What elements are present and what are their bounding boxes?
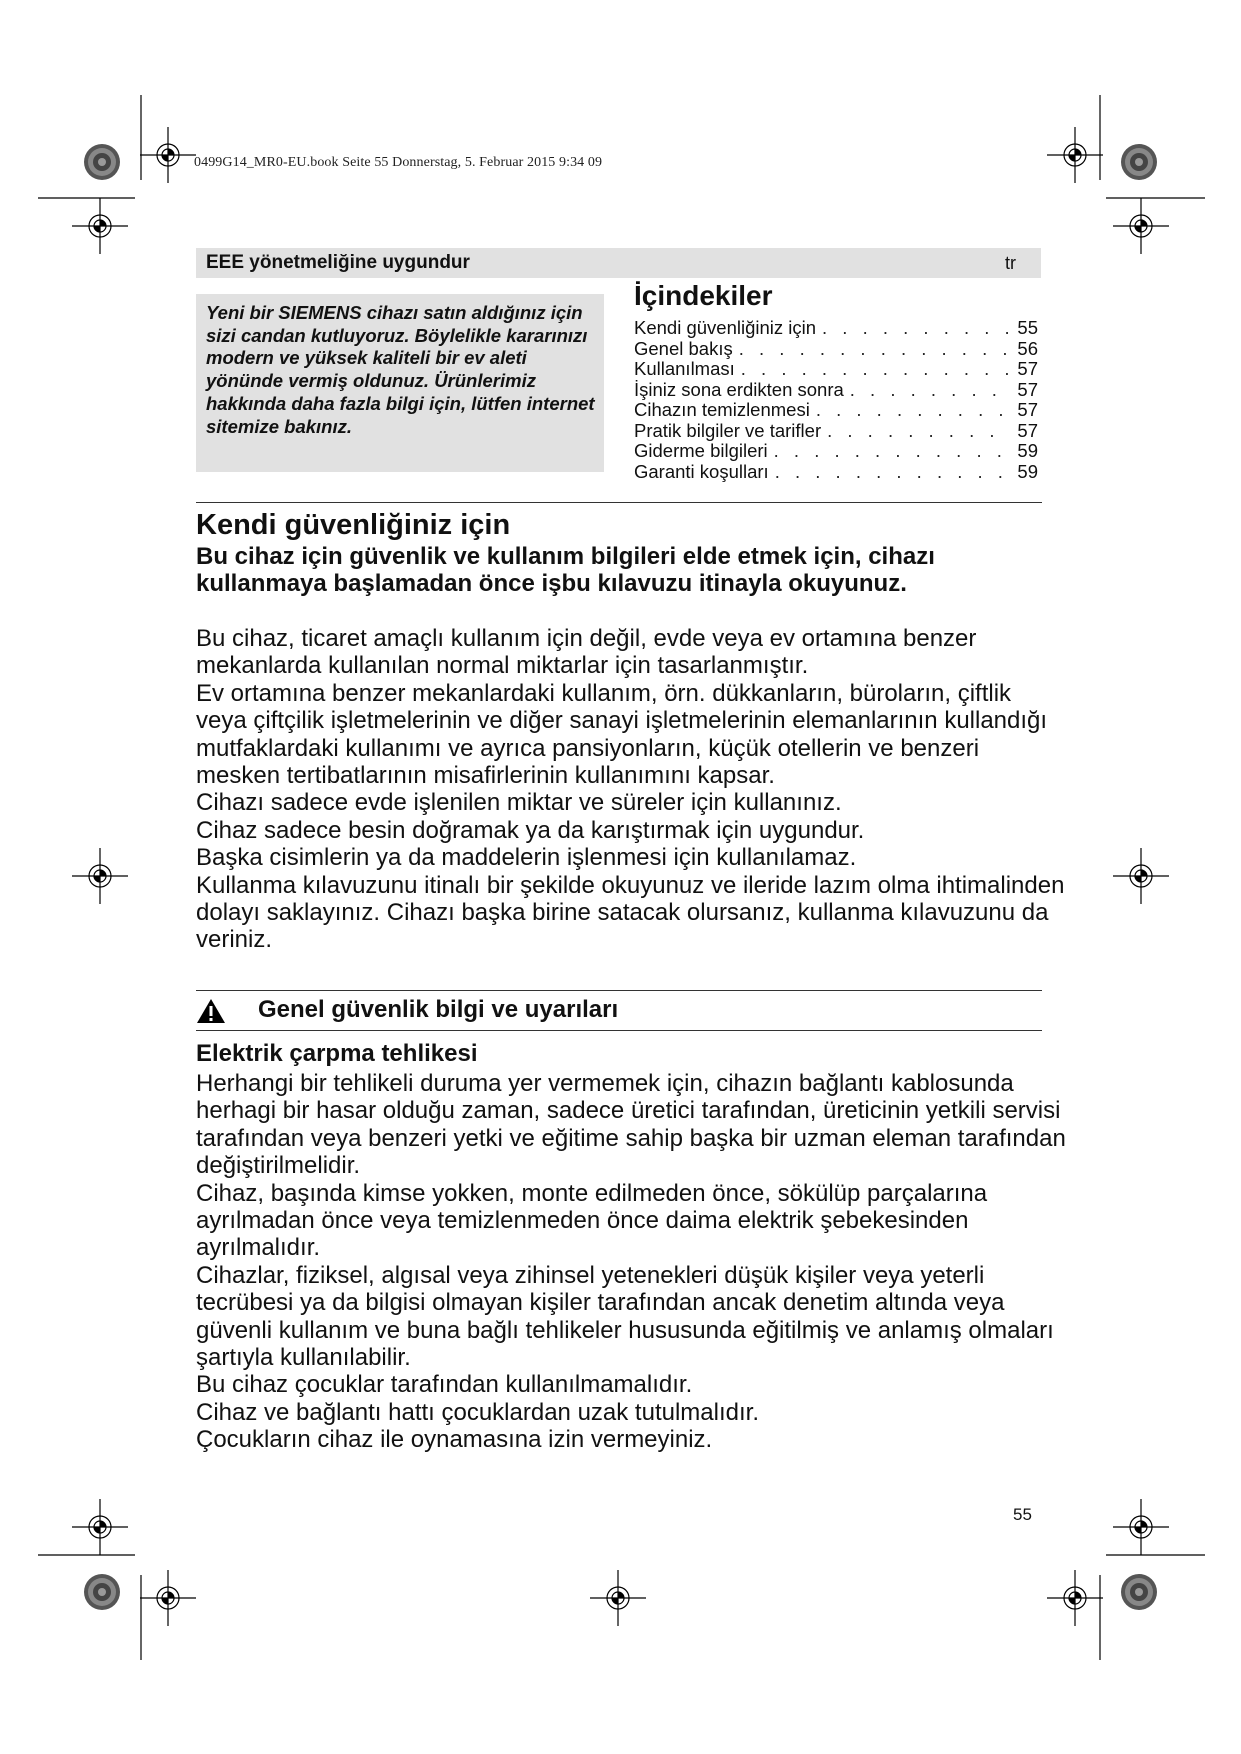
paragraph: Çocukların cihaz ile oynamasına izin vermeyiniz.	[196, 1426, 713, 1454]
toc-item[interactable]: Kullanılması . . . 57	[634, 359, 1038, 380]
divider	[196, 1030, 1042, 1031]
header-title: EEE yönetmeliğine uygundur	[206, 252, 470, 273]
section-title: Kendi güvenliğiniz için	[196, 509, 511, 541]
toc-item[interactable]: Pratik bilgiler ve tarifler . . . 57	[634, 421, 1038, 442]
toc-item[interactable]: İşiniz sona erdikten sonra . . . 57	[634, 380, 1038, 401]
intro-text: Yeni bir SIEMENS cihazı satın aldığınız için sizi candan kutluyoruz. Böylelikle kararınızı modern ve yüksek kaliteli bir ev aleti yönünde vermiş oldunuz. Ürünlerimiz hakkında daha fazla bilgi için, lütfen internet sitemize bakınız.	[206, 302, 595, 437]
paragraph: Herhangi bir tehlikeli duruma yer vermemek için, cihazın bağlantı kablosunda herhagi bir hasar olduğu zaman, sadece üretici tarafından, üreticinin yetkili servisi tarafından veya benzeri yetki ve eğitime sahip başka bir uzman eleman tarafından değiştirilmelidir.	[196, 1070, 1066, 1180]
language-code: tr	[1005, 253, 1016, 273]
paragraph: Bu cihaz, ticaret amaçlı kullanım için değil, evde veya ev ortamına benzer mekanlarda kullanılan normal miktarlar için tasarlanmıştır.	[196, 625, 977, 680]
paragraph: Cihaz, başında kimse yokken, monte edilmeden önce, sökülüp parçalarına ayrılmadan önce veya temizlenmeden önce daima elektrik şebekesinden ayrılmalıdır.	[196, 1179, 988, 1262]
paragraph: Cihazlar, fiziksel, algısal veya zihinsel yetenekleri düşük kişiler veya yeterli tecrübesi ya da bilgisi olmayan kişiler tarafından ancak denetim altında veya güvenli kullanım ve buna bağlı tehlikeler hususunda eğitilmiş ve anlamış olmaları şartıyla kullanılabilir.	[196, 1261, 1054, 1372]
paragraph: Kullanma kılavuzunu itinalı bir şekilde okuyunuz ve ileride lazım olma ihtimalinden dolayı saklayınız. Cihazı başka birine satacak olursanız, kullanma kılavuzunu da veriniz.	[196, 871, 1065, 954]
paragraph: Cihaz sadece besin doğramak ya da karıştırmak için uygundur.	[196, 816, 865, 844]
subsection-title: Elektrik çarpma tehlikesi	[196, 1040, 478, 1067]
toc-item[interactable]: Genel bakış . . . 56	[634, 339, 1038, 360]
toc-title: İçindekiler	[634, 280, 773, 311]
toc-item[interactable]: Giderme bilgileri . . . 59	[634, 441, 1038, 462]
paragraph: Bu cihaz çocuklar tarafından kullanılmamalıdır.	[196, 1371, 693, 1399]
paragraph: Cihazı sadece evde işlenilen miktar ve süreler için kullanınız.	[196, 789, 842, 817]
paragraph: Ev ortamına benzer mekanlardaki kullanım, örn. dükkanların, büroların, çiftlik veya çiftçilik işletmelerinin ve diğer sanayi işletmelerinin elemanlarının kullandığı mutfaklardaki kullanımı ve ayrıca pansiyonların, küçük otellerin ve benzeri mesken tertibatlarının misafirlerinin kullanımını kapsar.	[196, 679, 1048, 790]
print-info: 0499G14_MR0-EU.book Seite 55 Donnerstag, 5. Februar 2015 9:34 09	[194, 155, 603, 170]
page-number: 55	[1013, 1505, 1032, 1524]
divider	[196, 502, 1042, 503]
toc-item[interactable]: Garanti koşulları . . . 59	[634, 462, 1038, 483]
toc-item[interactable]: Kendi güvenliğiniz için . . . 55	[634, 318, 1038, 339]
warning-body	[196, 1070, 1066, 1454]
warning-triangle-icon	[196, 998, 226, 1024]
section-header-bar	[196, 248, 1041, 278]
section-lead: Bu cihaz için güvenlik ve kullanım bilgileri elde etmek için, cihazı kullanmaya başlamadan önce işbu kılavuzu itinayla okuyunuz.	[196, 543, 935, 598]
warning-title: Genel güvenlik bilgi ve uyarıları	[258, 996, 619, 1023]
divider	[196, 990, 1042, 991]
table-of-contents	[634, 318, 1038, 482]
section-body	[196, 625, 1066, 954]
toc-item[interactable]: Cihazın temizlenmesi . . . 57	[634, 400, 1038, 421]
paragraph: Cihaz ve bağlantı hattı çocuklardan uzak tutulmalıdır.	[196, 1398, 759, 1426]
intro-box	[196, 294, 604, 472]
paragraph: Başka cisimlerin ya da maddelerin işlenmesi için kullanılamaz.	[196, 844, 857, 872]
